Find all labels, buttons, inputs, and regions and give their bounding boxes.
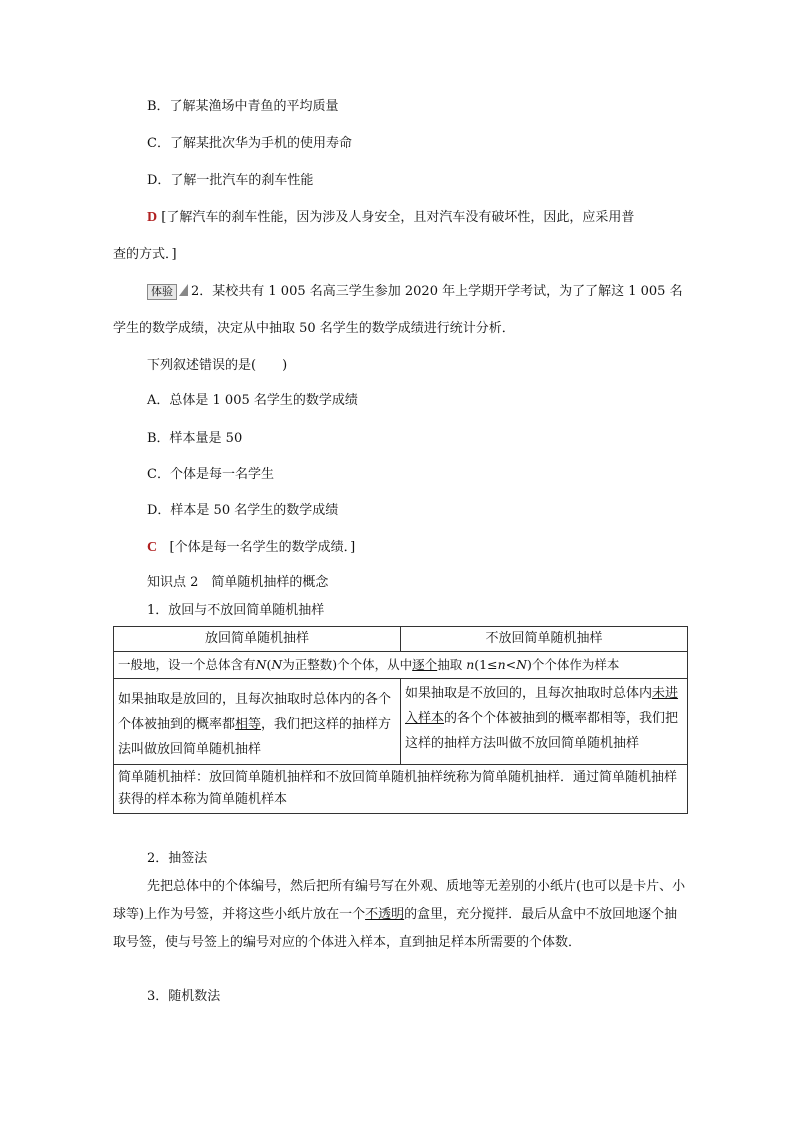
- question2-prompt: 下列叙述错误的是( ): [147, 358, 288, 373]
- tag-label: 体验: [151, 285, 173, 298]
- text-span: ，我们把这样的抽样方法叫做放回简单随机抽样: [118, 717, 392, 757]
- definition-cell: [114, 652, 688, 679]
- option-d2: D．样本是 50 名学生的数学成绩: [147, 503, 339, 518]
- question2-line2: 学生的数学成绩，决定从中抽取 50 名学生的数学成绩进行统计分析．: [113, 321, 515, 336]
- math-var: n: [466, 657, 475, 672]
- experience-tag: [147, 284, 177, 300]
- table-header-row: [114, 627, 688, 652]
- text-span: <: [505, 657, 517, 672]
- underlined-text: 逐个: [412, 657, 438, 672]
- math-var: N: [516, 657, 528, 672]
- table-row: [114, 765, 688, 814]
- without-replacement-cell: [401, 679, 688, 765]
- with-replacement-cell: [114, 679, 401, 765]
- option-c2: C．个体是每一名学生: [147, 467, 274, 482]
- table-row: [114, 652, 688, 679]
- text-span: 为正整数)个个体，从中: [282, 657, 413, 672]
- answer1-text1: [了解汽车的刹车性能，因为涉及人身安全，且对汽车没有破坏性，因此，应采用普: [161, 210, 635, 225]
- answer2-text: [个体是每一名学生的数学成绩．]: [169, 540, 356, 555]
- option-a2: A．总体是 1 005 名学生的数学成绩: [147, 393, 358, 408]
- subsection-3: 3．随机数法: [147, 989, 221, 1004]
- text-span: 一般地，设一个总体含有: [118, 657, 256, 672]
- table-header-cell: 不放回简单随机抽样: [401, 627, 688, 652]
- text-span: 如果抽取是不放回的，且每次抽取时总体内: [405, 686, 653, 701]
- lottery-method-paragraph: [113, 873, 688, 957]
- section-title: 知识点 2 简单随机抽样的概念: [147, 575, 329, 590]
- answer2-letter: C: [147, 540, 158, 555]
- summary-cell: 简单随机抽样：放回简单随机抽样和不放回简单随机抽样统称为简单随机抽样．通过简单随机抽样获得的样本称为简单随机样本: [114, 765, 688, 814]
- option-d1: D．了解一批汽车的刹车性能: [147, 173, 314, 188]
- option-b2: B．样本量是 50: [147, 431, 243, 446]
- text-span: 抽取: [437, 657, 463, 672]
- text-span: 的各个个体被抽到的概率都相等，我们把这样的抽样方法叫做不放回简单随机抽样: [405, 711, 679, 751]
- answer2-line: [147, 539, 355, 557]
- text-span: (: [266, 657, 272, 672]
- math-var: N: [271, 657, 283, 672]
- text-span: 先把总体中的个体编号，然后把所有编号写在外观、质地等无差别的小纸片(也可以是卡片、小球等)上作为号签，并将这些小纸片放在一个: [113, 879, 686, 922]
- text-span: 的盒里，充分搅拌．最后从盒中不放回地逐个抽取号签，使与号签上的编号对应的个体进入样本，直到抽足样本所需要的个体数．: [113, 907, 678, 950]
- sampling-table: [113, 626, 688, 814]
- option-b1: B．了解某渔场中青鱼的平均质量: [147, 99, 339, 114]
- text-span: 如果抽取是放回的，且每次抽取时总体内的各个个体被抽到的概率都: [118, 692, 392, 732]
- math-var: N: [255, 657, 267, 672]
- text-span: )个个体作为样本: [527, 657, 620, 672]
- question2-line1: [147, 283, 683, 301]
- underlined-text: 相等: [235, 717, 262, 732]
- triangle-icon: [179, 284, 188, 296]
- question2-text1: 2．某校共有 1 005 名高三学生参加 2020 年上学期开学考试，为了了解这 1 005 名: [191, 284, 683, 299]
- option-c1: C．了解某批次华为手机的使用寿命: [147, 136, 352, 151]
- underlined-text: 未进入样本: [405, 686, 679, 726]
- table-row: [114, 679, 688, 765]
- table-header-cell: 放回简单随机抽样: [114, 627, 401, 652]
- subsection-1: 1．放回与不放回简单随机抽样: [147, 603, 325, 618]
- answer1-letter: D: [147, 210, 158, 225]
- subsection-2: 2．抽签法: [147, 851, 208, 866]
- answer1-line1: [147, 209, 634, 227]
- underlined-text: 不透明: [365, 907, 405, 922]
- answer1-line2: 查的方式．]: [113, 247, 177, 262]
- text-span: (1≤: [474, 657, 498, 672]
- math-var: n: [497, 657, 506, 672]
